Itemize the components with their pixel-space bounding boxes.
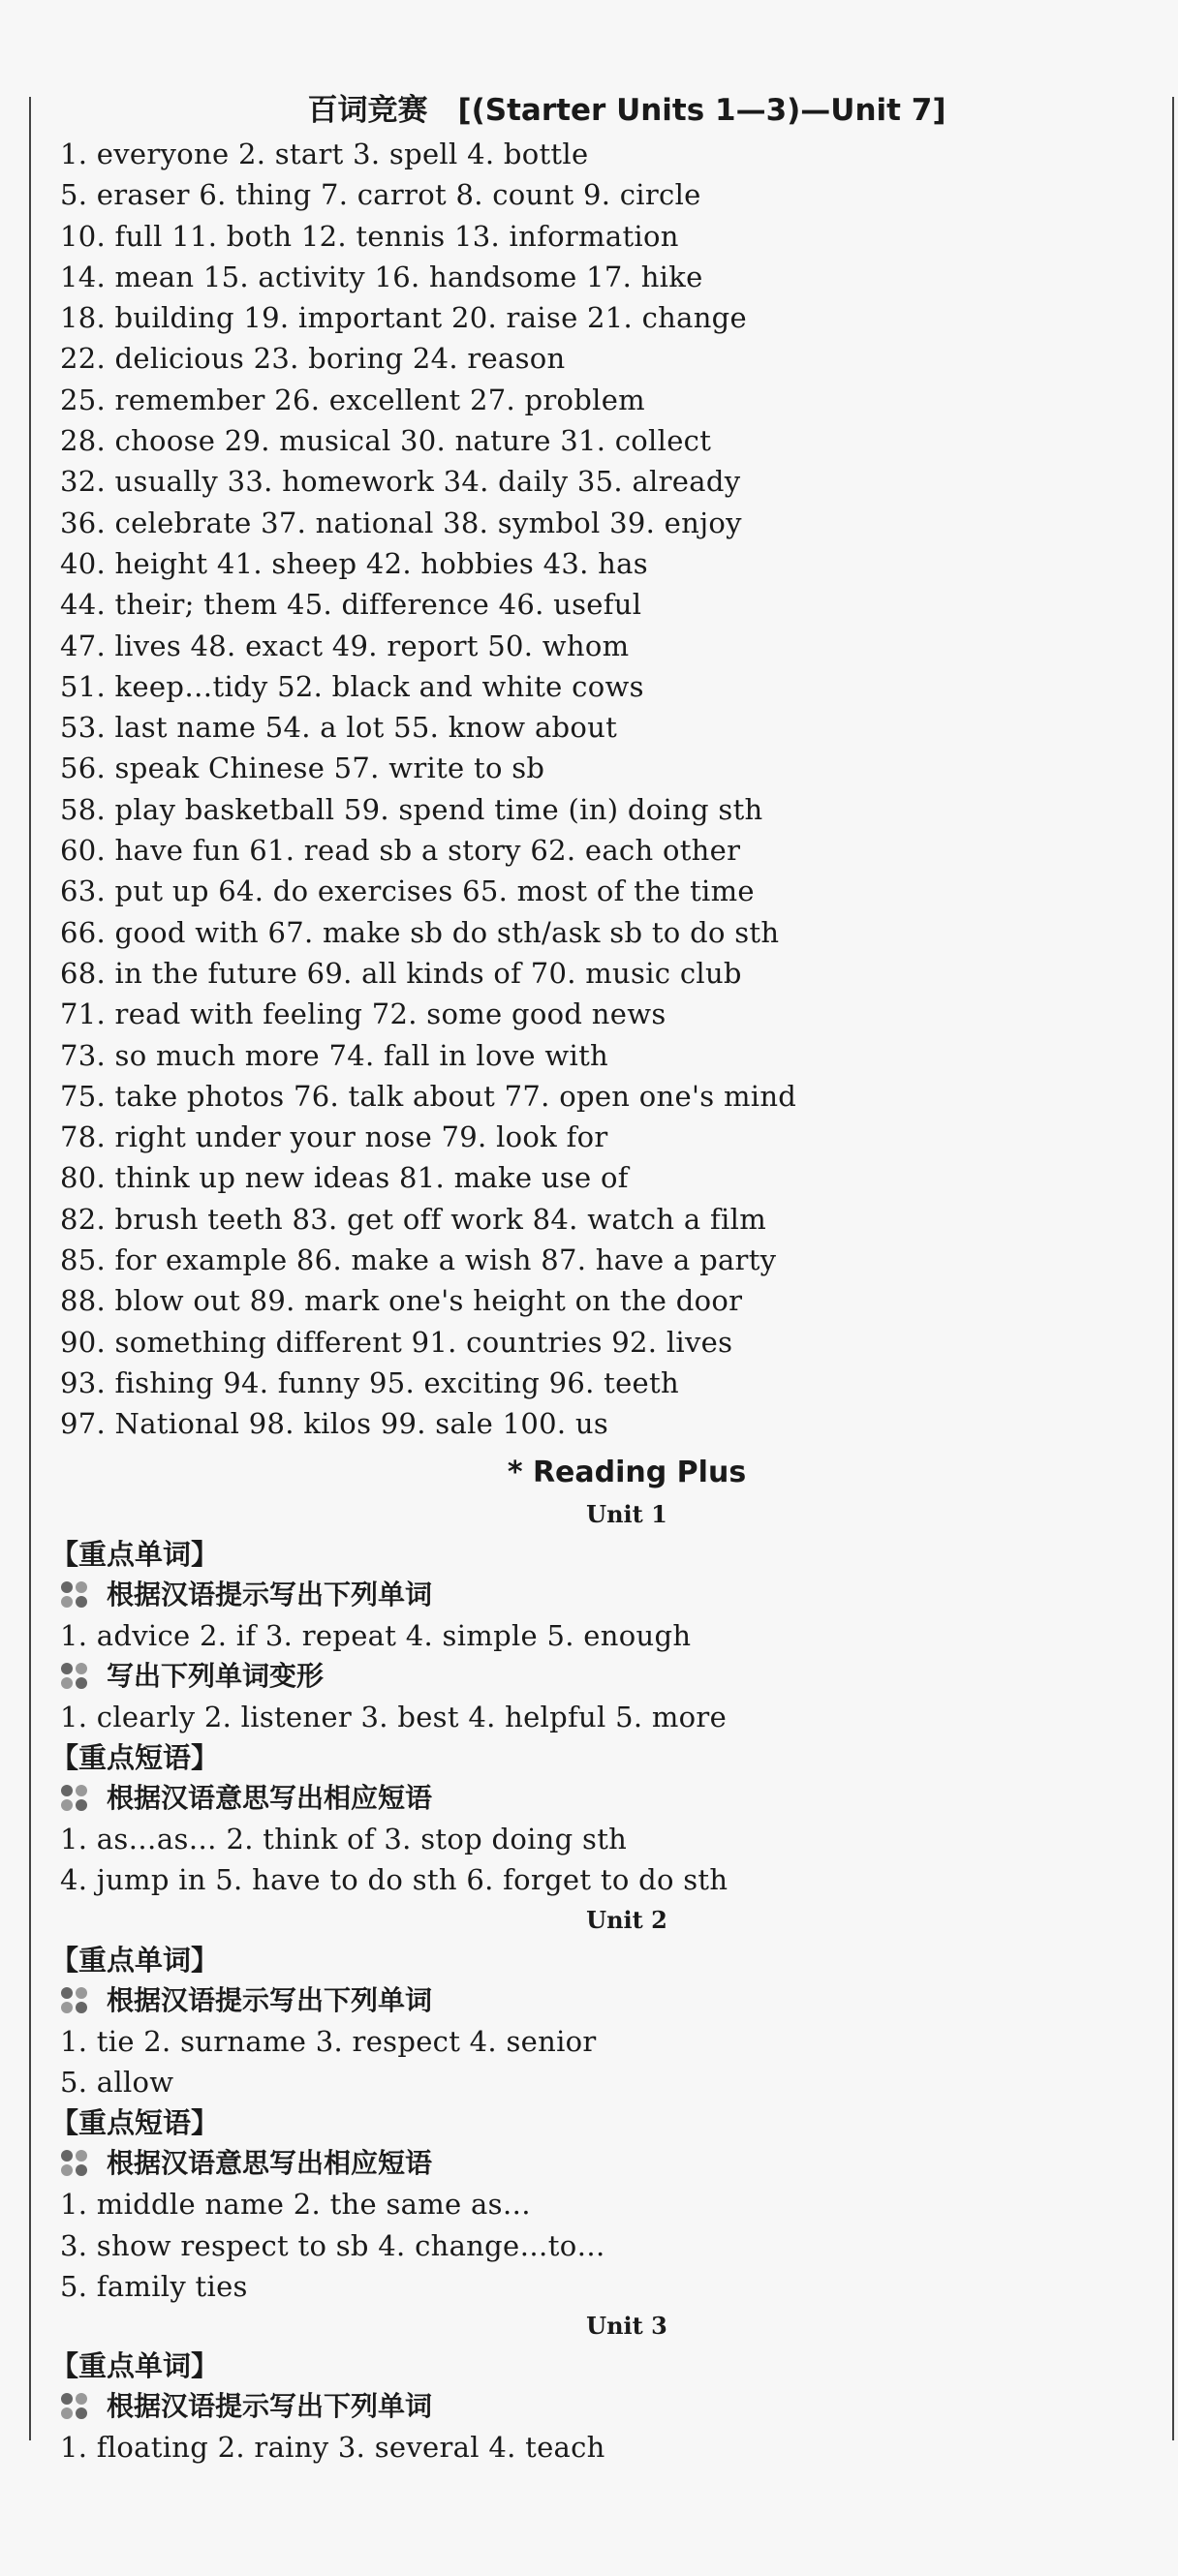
task-instruction-text: 根据汉语意思写出相应短语 bbox=[107, 2147, 433, 2180]
answer-line: 63. put up 64. do exercises 65. most of the time bbox=[60, 874, 755, 908]
task-instruction bbox=[60, 1778, 1145, 1819]
answer-line: 36. celebrate 37. national 38. symbol 39. enjoy bbox=[60, 506, 742, 539]
hundred-words-answer-list bbox=[60, 134, 1145, 1445]
task-instruction bbox=[60, 1656, 1145, 1697]
answer-line: 1. clearly 2. listener 3. best 4. helpful 5. more bbox=[60, 1700, 728, 1733]
four-dots-icon bbox=[60, 1986, 89, 2015]
answer-line: 71. read with feeling 72. some good news bbox=[60, 997, 666, 1031]
page-title: 百词竞赛 [(Starter Units 1—3)—Unit 7] bbox=[307, 93, 946, 128]
task-instruction-text: 根据汉语提示写出下列单词 bbox=[107, 1578, 433, 1610]
answer-line: 82. brush teeth 83. get off work 84. watch a film bbox=[60, 1202, 766, 1236]
task-instruction-text: 根据汉语提示写出下列单词 bbox=[107, 1983, 433, 2016]
answer-line: 28. choose 29. musical 30. nature 31. collect bbox=[60, 424, 712, 458]
answer-line: 32. usually 33. homework 34. daily 35. already bbox=[60, 465, 741, 499]
task-instruction bbox=[60, 1980, 1145, 2021]
section-heading: 【重点单词】 bbox=[50, 1537, 220, 1571]
answer-line: 58. play basketball 59. spend time (in) doing sth bbox=[60, 792, 763, 826]
answer-line: 73. so much more 74. fall in love with bbox=[60, 1038, 609, 1072]
answer-line: 25. remember 26. excellent 27. problem bbox=[60, 383, 645, 416]
answer-line: 5. eraser 6. thing 7. carrot 8. count 9. circle bbox=[60, 178, 701, 212]
answer-line: 22. delicious 23. boring 24. reason bbox=[60, 342, 566, 376]
answer-line: 1. floating 2. rainy 3. several 4. teach bbox=[60, 2431, 605, 2465]
task-instruction-text: 根据汉语意思写出相应短语 bbox=[107, 1782, 433, 1815]
answer-line: 5. family ties bbox=[60, 2269, 248, 2303]
answer-line: 1. everyone 2. start 3. spell 4. bottle bbox=[60, 138, 589, 170]
answer-line: 51. keep…tidy 52. black and white cows bbox=[60, 669, 644, 703]
reading-plus-title: * Reading Plus bbox=[507, 1455, 747, 1489]
four-dots-icon bbox=[60, 1784, 89, 1813]
answer-line: 4. jump in 5. have to do sth 6. forget to do sth bbox=[60, 1863, 728, 1897]
section-heading: 【重点单词】 bbox=[50, 1943, 220, 1977]
answer-line: 1. as…as… 2. think of 3. stop doing sth bbox=[60, 1823, 628, 1856]
unit-heading: Unit 3 bbox=[586, 2312, 667, 2341]
answer-line: 88. blow out 89. mark one's height on the door bbox=[60, 1284, 743, 1318]
four-dots-icon bbox=[60, 1580, 89, 1610]
answer-line: 60. have fun 61. read sb a story 62. each other bbox=[60, 834, 741, 868]
answer-line: 66. good with 67. make sb do sth/ask sb to do sth bbox=[60, 915, 780, 949]
four-dots-icon bbox=[60, 2392, 89, 2421]
answer-line: 68. in the future 69. all kinds of 70. music club bbox=[60, 956, 742, 990]
section-heading: 【重点短语】 bbox=[50, 1741, 220, 1775]
answer-line: 44. their; them 45. difference 46. useful bbox=[60, 588, 642, 622]
unit-heading: Unit 1 bbox=[586, 1499, 667, 1528]
answer-line: 1. advice 2. if 3. repeat 4. simple 5. enough bbox=[60, 1618, 692, 1652]
page-content bbox=[50, 87, 1145, 2468]
four-dots-icon bbox=[60, 2149, 89, 2178]
answer-line: 40. height 41. sheep 42. hobbies 43. has bbox=[60, 546, 648, 580]
answer-line: 75. take photos 76. talk about 77. open one's mind bbox=[60, 1079, 797, 1113]
answer-line: 3. show respect to sb 4. change…to… bbox=[60, 2228, 605, 2262]
answer-line: 90. something different 91. countries 92. lives bbox=[60, 1325, 733, 1359]
answer-line: 56. speak Chinese 57. write to sb bbox=[60, 751, 545, 785]
answer-line: 5. allow bbox=[60, 2065, 174, 2099]
unit-heading: Unit 2 bbox=[586, 1905, 667, 1934]
right-border-rule bbox=[1172, 97, 1174, 2440]
answer-line: 93. fishing 94. funny 95. exciting 96. teeth bbox=[60, 1365, 679, 1399]
answer-line: 1. tie 2. surname 3. respect 4. senior bbox=[60, 2024, 597, 2058]
four-dots-icon bbox=[60, 1662, 89, 1691]
reading-plus-section bbox=[50, 1495, 1145, 2469]
task-instruction bbox=[60, 2386, 1145, 2427]
answer-line: 18. building 19. important 20. raise 21. change bbox=[60, 301, 747, 335]
left-border-rule bbox=[29, 97, 31, 2440]
answer-line: 80. think up new ideas 81. make use of bbox=[60, 1161, 629, 1195]
section-heading: 【重点单词】 bbox=[50, 2349, 220, 2383]
answer-line: 53. last name 54. a lot 55. know about bbox=[60, 711, 618, 745]
answer-line: 1. middle name 2. the same as… bbox=[60, 2188, 532, 2222]
answer-line: 85. for example 86. make a wish 87. have a party bbox=[60, 1243, 777, 1277]
section-heading: 【重点短语】 bbox=[50, 2106, 220, 2140]
answer-line: 10. full 11. both 12. tennis 13. information bbox=[60, 219, 679, 253]
answer-line: 14. mean 15. activity 16. handsome 17. hike bbox=[60, 260, 703, 293]
answer-line: 78. right under your nose 79. look for bbox=[60, 1120, 608, 1154]
task-instruction-text: 写出下列单词变形 bbox=[107, 1659, 325, 1692]
answer-line: 47. lives 48. exact 49. report 50. whom bbox=[60, 629, 630, 662]
task-instruction-text: 根据汉语提示写出下列单词 bbox=[107, 2390, 433, 2423]
task-instruction bbox=[60, 1575, 1145, 1615]
answer-line: 97. National 98. kilos 99. sale 100. us bbox=[60, 1407, 609, 1441]
task-instruction bbox=[60, 2143, 1145, 2184]
